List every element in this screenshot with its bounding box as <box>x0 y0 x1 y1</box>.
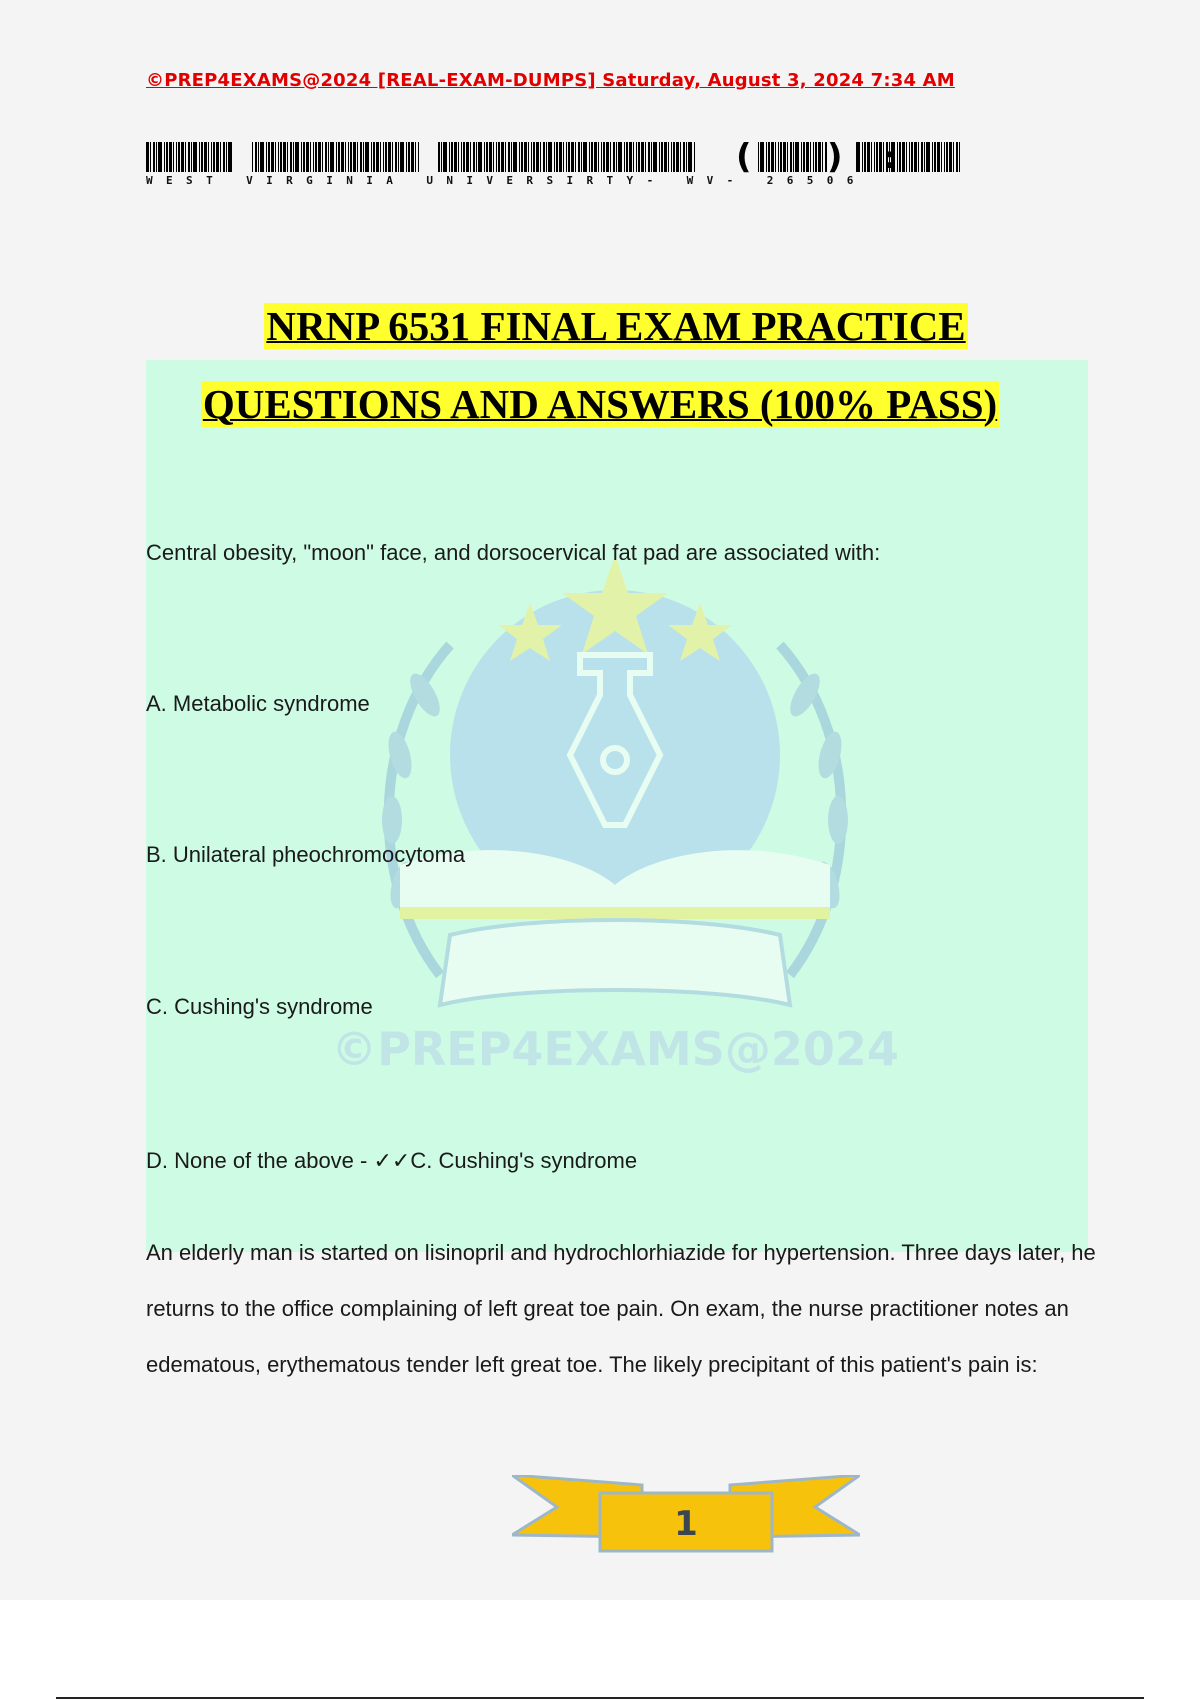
svg-text:): ) <box>827 142 843 174</box>
page-number: 1 <box>674 1504 698 1544</box>
banner-scroll <box>440 920 790 1005</box>
question-2-stem: An elderly man is started on lisinopril and hydrochlorhiazide for hypertension. Three days later, he returns to the office complaining of left great toe pain. On exam, the nurse practitioner notes an edematous, erythematous tender left great toe. The likely precipitant of this patient's pain is: <box>146 1240 1096 1377</box>
svg-text::: : <box>883 142 895 174</box>
question-1-stem: Central obesity, "moon" face, and dorsocervical fat pad are associated with: <box>146 540 881 565</box>
footer-rule <box>56 1697 1144 1699</box>
question-1-option-a: A. Metabolic syndrome <box>146 691 370 716</box>
question-1-option-c: C. Cushing's syndrome <box>146 994 373 1019</box>
question-1-option-b: B. Unilateral pheochromocytoma <box>146 842 466 867</box>
page-number-ribbon <box>512 1475 860 1555</box>
question-1-option-d-answer: D. None of the above - ✓✓C. Cushing's syndrome <box>146 1148 638 1173</box>
barcode-bars <box>146 142 966 174</box>
document-title-line-2: QUESTIONS AND ANSWERS (100% PASS) <box>202 381 998 427</box>
barcode-caption: WEST VIRGINIA UNIVERSIRTY- WV- 26506 <box>146 174 867 187</box>
svg-text:(: ( <box>736 142 752 174</box>
watermark-text: ©PREP4EXAMS@2024 <box>331 1022 899 1076</box>
watermark-logo <box>330 555 910 1095</box>
document-title-line-1: NRNP 6531 FINAL EXAM PRACTICE <box>266 303 966 349</box>
copyright-header: ©PREP4EXAMS@2024 [REAL-EXAM-DUMPS] Saturday, August 3, 2024 7:34 AM <box>146 70 955 91</box>
barcode <box>146 142 966 188</box>
page-gap <box>0 1600 1200 1700</box>
